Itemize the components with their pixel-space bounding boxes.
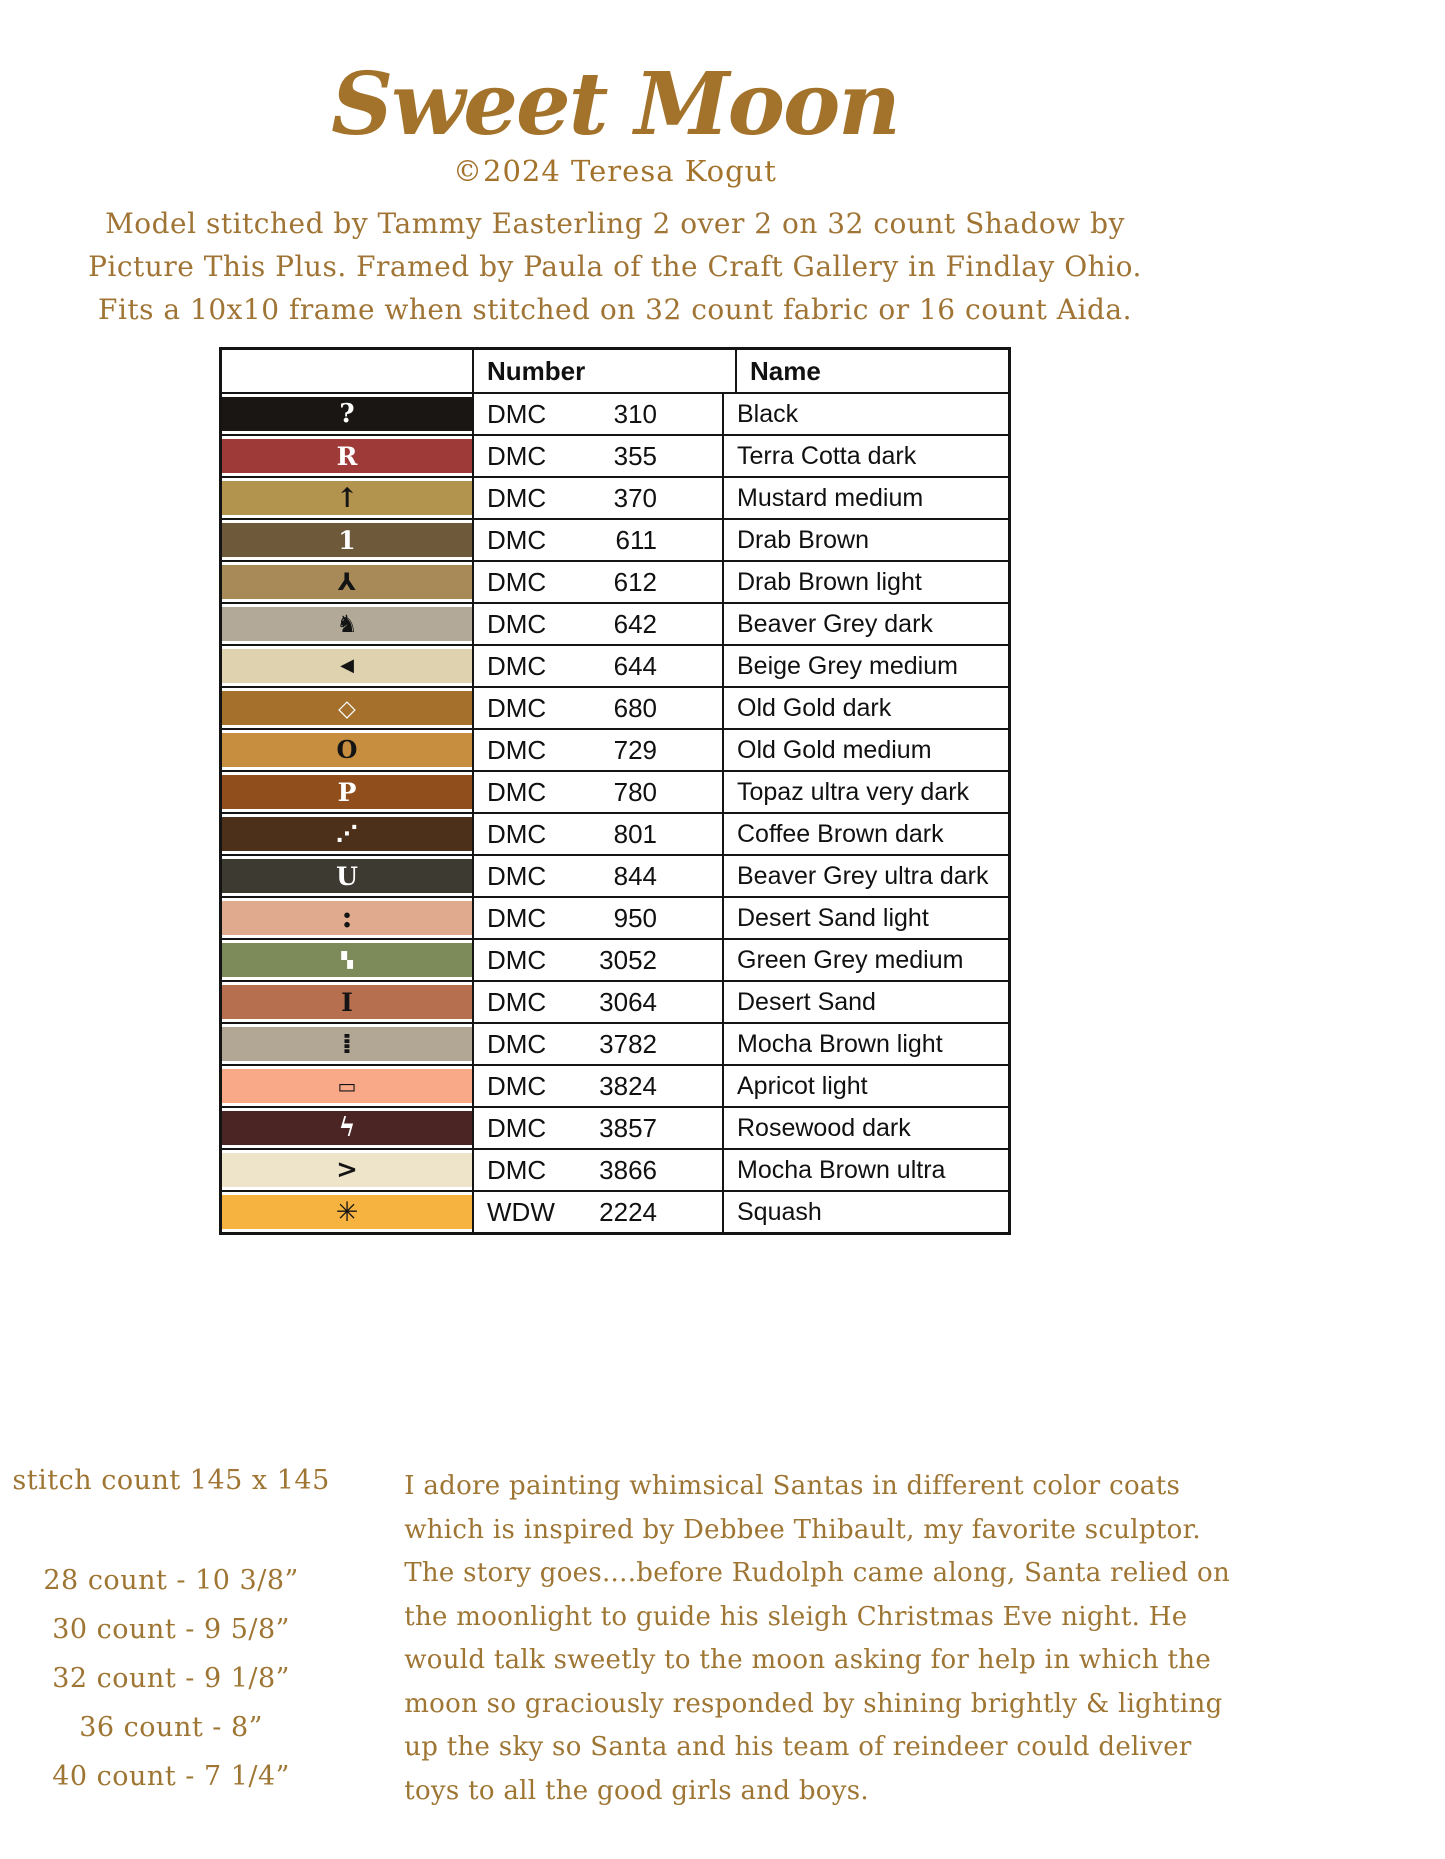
designer-note-line: toys to all the good girls and boys. [404, 1775, 869, 1806]
floss-code: 2224 [599, 1196, 657, 1227]
floss-code: 801 [613, 818, 657, 849]
legend-row [222, 434, 1008, 476]
floss-code: 612 [613, 566, 657, 597]
floss-code: 3782 [599, 1028, 657, 1059]
floss-code: 355 [613, 440, 657, 471]
number-cell [474, 1150, 724, 1190]
floss-code: 3857 [599, 1112, 657, 1143]
swatch-cell [222, 688, 474, 728]
floss-code: 780 [613, 776, 657, 807]
color-swatch [222, 775, 472, 809]
symbol-column-header [222, 350, 474, 392]
legend-row [222, 1064, 1008, 1106]
floss-code: 370 [613, 482, 657, 513]
color-swatch [222, 481, 472, 515]
swatch-cell [222, 646, 474, 686]
floss-brand: DMC [487, 1112, 547, 1143]
number-cell [474, 1108, 724, 1148]
color-swatch [222, 1111, 472, 1145]
name-cell [724, 772, 1008, 812]
number-cell [474, 814, 724, 854]
name-cell [724, 856, 1008, 896]
stitch-symbol-icon: ♞ [336, 609, 358, 638]
name-column-header: Name [750, 355, 821, 386]
size-info [0, 1465, 342, 1813]
designer-note-line: The story goes....before Rudolph came along, Santa relied on [404, 1558, 1230, 1588]
color-swatch [222, 607, 472, 641]
designer-note [404, 1465, 1230, 1813]
number-cell [474, 856, 724, 896]
swatch-cell [222, 982, 474, 1022]
count-size-line: 40 count - 7 1/4” [52, 1761, 290, 1792]
color-swatch [222, 985, 472, 1019]
number-cell [474, 1024, 724, 1064]
count-size-list [0, 1556, 342, 1801]
floss-name: Squash [737, 1197, 822, 1226]
count-size-line: 36 count - 8” [79, 1712, 263, 1743]
floss-name: Drab Brown [737, 525, 869, 554]
floss-name: Desert Sand [737, 987, 876, 1016]
intro-line: Fits a 10x10 frame when stitched on 32 count fabric or 16 count Aida. [98, 293, 1132, 326]
stitch-symbol-icon: U [336, 861, 358, 891]
floss-name: Beaver Grey dark [737, 609, 933, 638]
floss-name: Apricot light [737, 1071, 868, 1100]
name-cell [724, 688, 1008, 728]
name-cell [724, 562, 1008, 602]
swatch-cell [222, 856, 474, 896]
floss-name: Old Gold dark [737, 693, 892, 722]
stitch-symbol-icon: ▭ [337, 1074, 357, 1098]
number-column-header: Number [474, 350, 737, 392]
legend-row [222, 980, 1008, 1022]
name-cell [724, 1150, 1008, 1190]
floss-code: 729 [613, 734, 657, 765]
designer-note-line: moon so graciously responded by shining brightly & lighting [404, 1688, 1223, 1719]
floss-name: Black [737, 399, 799, 428]
count-size-line: 32 count - 9 1/8” [52, 1663, 290, 1694]
floss-brand: DMC [487, 482, 547, 513]
number-cell [474, 436, 724, 476]
swatch-cell [222, 898, 474, 938]
floss-name: Green Grey medium [737, 945, 964, 974]
floss-name: Beige Grey medium [737, 651, 958, 680]
stitch-symbol-icon: ◀ [340, 655, 354, 676]
floss-name: Old Gold medium [737, 735, 932, 764]
floss-brand: DMC [487, 776, 547, 807]
name-cell [724, 814, 1008, 854]
legend-row [222, 392, 1008, 434]
legend-row [222, 644, 1008, 686]
legend-row [222, 896, 1008, 938]
number-cell [474, 1192, 724, 1232]
swatch-cell [222, 772, 474, 812]
legend-row [222, 1148, 1008, 1190]
color-swatch [222, 817, 472, 851]
color-swatch [222, 1195, 472, 1229]
designer-note-line: would talk sweetly to the moon asking for help in which the [404, 1645, 1212, 1675]
stitch-symbol-icon: O [336, 735, 358, 764]
count-size-line: 28 count - 10 3/8” [43, 1565, 299, 1596]
number-cell [474, 688, 724, 728]
legend-row [222, 518, 1008, 560]
floss-brand: DMC [487, 1154, 547, 1185]
floss-code: 950 [613, 902, 657, 933]
stitch-symbol-icon: ⅄ [337, 567, 357, 596]
stitch-count: stitch count 145 x 145 [12, 1465, 330, 1496]
legend-row [222, 560, 1008, 602]
swatch-cell [222, 1024, 474, 1064]
designer-note-line: I adore painting whimsical Santas in different color coats [404, 1471, 1181, 1501]
stitch-symbol-icon: ? [339, 399, 355, 429]
color-swatch [222, 901, 472, 935]
designer-note-line: which is inspired by Debbee Thibault, my favorite sculptor. [404, 1514, 1202, 1545]
name-cell [724, 940, 1008, 980]
stitch-symbol-icon: I [341, 987, 353, 1017]
color-swatch [222, 691, 472, 725]
floss-name: Mocha Brown ultra [737, 1155, 946, 1184]
floss-name: Topaz ultra very dark [737, 777, 970, 806]
floss-name: Rosewood dark [737, 1113, 911, 1142]
floss-name: Terra Cotta dark [737, 441, 917, 470]
stitch-symbol-icon: P [337, 777, 357, 807]
legend-row [222, 1106, 1008, 1148]
name-cell [724, 478, 1008, 518]
legend-rows [222, 392, 1008, 1232]
page-title: Sweet Moon [331, 54, 899, 155]
swatch-cell [222, 478, 474, 518]
floss-brand: DMC [487, 440, 547, 471]
color-swatch [222, 1027, 472, 1061]
floss-brand: DMC [487, 398, 547, 429]
color-swatch [222, 397, 472, 431]
name-cell [724, 1192, 1008, 1232]
legend-row [222, 686, 1008, 728]
number-cell [474, 478, 724, 518]
stitch-symbol-icon: > [336, 1155, 358, 1185]
swatch-cell [222, 1192, 474, 1232]
color-swatch [222, 439, 472, 473]
floss-name: Beaver Grey ultra dark [737, 861, 989, 890]
legend-row [222, 602, 1008, 644]
name-cell [724, 394, 1008, 434]
floss-code: 644 [613, 650, 657, 681]
floss-brand: WDW [487, 1196, 555, 1227]
floss-code: 3052 [599, 944, 657, 975]
color-swatch [222, 1153, 472, 1187]
legend-row [222, 938, 1008, 980]
name-cell [724, 982, 1008, 1022]
color-swatch [222, 733, 472, 767]
legend-row [222, 728, 1008, 770]
floss-code: 3064 [599, 986, 657, 1017]
stitch-symbol-icon: ϟ [338, 1113, 356, 1143]
name-cell [724, 1108, 1008, 1148]
floss-brand: DMC [487, 818, 547, 849]
floss-name: Desert Sand light [737, 903, 929, 932]
number-cell [474, 562, 724, 602]
floss-brand: DMC [487, 1028, 547, 1059]
legend-row [222, 1022, 1008, 1064]
color-swatch [222, 943, 472, 977]
floss-brand: DMC [487, 524, 547, 555]
count-size-line: 30 count - 9 5/8” [52, 1614, 290, 1645]
stitch-symbol-icon: : [341, 900, 353, 935]
stitch-symbol-icon: ✳ [335, 1196, 359, 1228]
floss-code: 611 [615, 524, 657, 555]
color-swatch [222, 649, 472, 683]
floss-code: 310 [613, 398, 657, 429]
floss-legend-table [219, 347, 1011, 1235]
intro-text [0, 202, 1230, 331]
swatch-cell [222, 814, 474, 854]
name-cell [724, 730, 1008, 770]
color-swatch [222, 859, 472, 893]
number-cell [474, 394, 724, 434]
number-cell [474, 730, 724, 770]
floss-name: Coffee Brown dark [737, 819, 944, 848]
swatch-cell [222, 1066, 474, 1106]
swatch-cell [222, 520, 474, 560]
swatch-cell [222, 394, 474, 434]
number-cell [474, 940, 724, 980]
color-swatch [222, 565, 472, 599]
stitch-symbol-icon: 1 [338, 525, 356, 555]
stitch-symbol-icon: ↑ [335, 482, 359, 514]
number-cell [474, 604, 724, 644]
intro-line: Picture This Plus. Framed by Paula of the Craft Gallery in Findlay Ohio. [88, 250, 1142, 283]
color-swatch [222, 523, 472, 557]
floss-brand: DMC [487, 986, 547, 1017]
floss-brand: DMC [487, 902, 547, 933]
floss-brand: DMC [487, 650, 547, 681]
stitch-symbol-icon: ▚ [341, 950, 353, 969]
legend-header-row [222, 350, 1008, 392]
stitch-symbol-icon: ◇ [338, 694, 356, 722]
floss-brand: DMC [487, 1070, 547, 1101]
floss-name: Mustard medium [737, 483, 924, 512]
footer-section [0, 1465, 1230, 1813]
number-cell [474, 772, 724, 812]
swatch-cell [222, 1150, 474, 1190]
swatch-cell [222, 940, 474, 980]
swatch-cell [222, 604, 474, 644]
color-swatch [222, 1069, 472, 1103]
name-cell [724, 520, 1008, 560]
floss-brand: DMC [487, 566, 547, 597]
floss-code: 844 [613, 860, 657, 891]
designer-note-line: up the sky so Santa and his team of reindeer could deliver [404, 1732, 1192, 1762]
number-cell [474, 646, 724, 686]
floss-name: Mocha Brown light [737, 1029, 943, 1058]
designer-note-line: the moonlight to guide his sleigh Christmas Eve night. He [404, 1601, 1188, 1632]
legend-row [222, 770, 1008, 812]
floss-name: Drab Brown light [737, 567, 922, 596]
swatch-cell [222, 1108, 474, 1148]
floss-code: 3866 [599, 1154, 657, 1185]
copyright-line: ©2024 Teresa Kogut [453, 154, 777, 188]
legend-row [222, 854, 1008, 896]
name-cell [724, 436, 1008, 476]
legend-row [222, 476, 1008, 518]
stitch-symbol-icon: ⁞ [341, 1027, 353, 1060]
floss-brand: DMC [487, 860, 547, 891]
number-cell [474, 1066, 724, 1106]
floss-brand: DMC [487, 734, 547, 765]
swatch-cell [222, 730, 474, 770]
floss-brand: DMC [487, 608, 547, 639]
swatch-cell [222, 562, 474, 602]
legend-row [222, 812, 1008, 854]
legend-row [222, 1190, 1008, 1232]
floss-code: 3824 [599, 1070, 657, 1101]
stitch-symbol-icon: R [336, 441, 358, 471]
name-cell [724, 898, 1008, 938]
floss-brand: DMC [487, 944, 547, 975]
name-cell [724, 604, 1008, 644]
number-cell [474, 982, 724, 1022]
number-cell [474, 898, 724, 938]
floss-code: 680 [613, 692, 657, 723]
page-header [0, 0, 1230, 331]
swatch-cell [222, 436, 474, 476]
intro-line: Model stitched by Tammy Easterling 2 over 2 on 32 count Shadow by [105, 207, 1125, 240]
stitch-symbol-icon: ⋰ [336, 821, 358, 847]
number-cell [474, 520, 724, 560]
name-cell [724, 1066, 1008, 1106]
name-cell [724, 1024, 1008, 1064]
name-cell [724, 646, 1008, 686]
floss-brand: DMC [487, 692, 547, 723]
floss-code: 642 [613, 608, 657, 639]
